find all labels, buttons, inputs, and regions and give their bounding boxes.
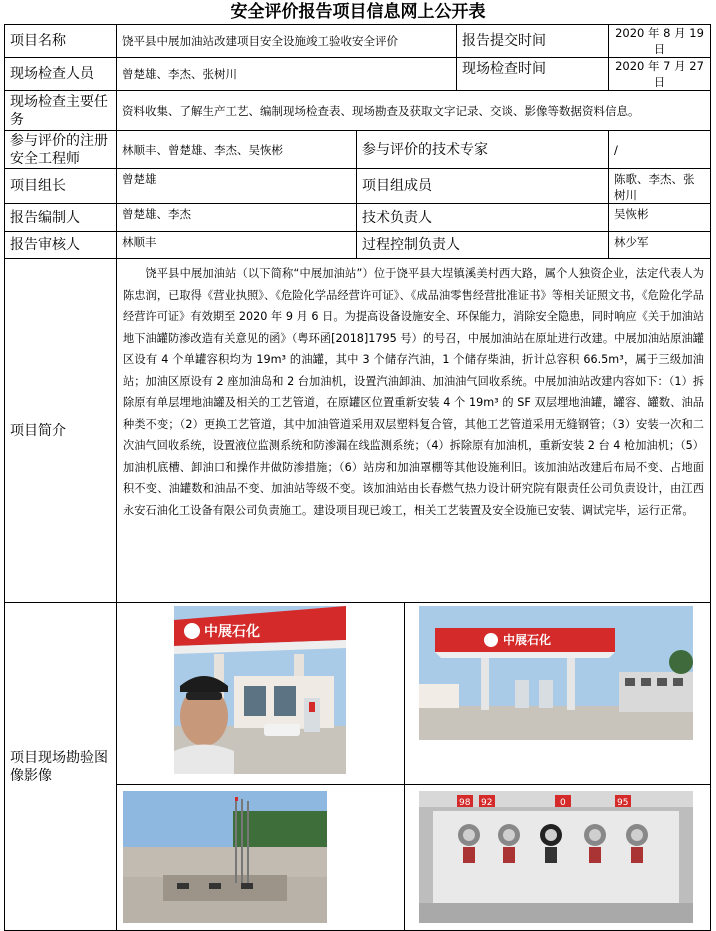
- row-intro: [5, 259, 711, 603]
- row-reviewer: [5, 232, 711, 259]
- reg-engineers-label: 参与评价的注册安全工程师: [5, 131, 117, 169]
- info-table: [4, 24, 711, 931]
- members-value: 陈歌、李杰、张树川: [609, 169, 711, 204]
- pump-label-2: 0: [560, 798, 566, 808]
- inspect-time-label: 现场检查时间: [457, 58, 609, 91]
- pump-label-0: 98: [459, 798, 471, 808]
- photo-grid-vline: [404, 603, 405, 930]
- row-inspectors: [5, 58, 711, 91]
- intro-label: 项目简介: [5, 259, 117, 603]
- row-project-name: [5, 25, 711, 58]
- inspectors-value: 曾楚雄、李杰、张树川: [117, 58, 457, 91]
- row-compiler: [5, 204, 711, 232]
- reviewer-label: 报告审核人: [5, 232, 117, 259]
- canopy-brand-1: 中展石化: [204, 624, 260, 640]
- submit-time-value: 2020 年 8 月 19 日: [609, 25, 711, 58]
- compiler-value: 曾楚雄、李杰: [117, 204, 357, 232]
- canopy-brand-2: 中展石化: [503, 633, 552, 647]
- leader-label: 项目组长: [5, 169, 117, 204]
- intro-cell: [117, 259, 711, 603]
- pump-label-3: 95: [617, 798, 629, 808]
- row-engineers: [5, 131, 711, 169]
- tech-lead-label: 技术负责人: [357, 204, 609, 232]
- tech-experts-value: /: [609, 131, 711, 169]
- inspect-time-value: 2020 年 7 月 27 日: [609, 58, 711, 91]
- tech-experts-label: 参与评价的技术专家: [357, 131, 609, 169]
- photo-station-overview: [419, 606, 693, 740]
- main-tasks-value: 资料收集、了解生产工艺、编制现场检查表、现场勘查及获取文字记录、交谈、影像等数据资料信息。: [117, 91, 711, 131]
- intro-text: 饶平县中展加油站（以下简称“中展加油站”）位于饶平县大埕镇溪美村西大路，属个人独资企业，法定代表人为陈忠润，已取得《营业执照》、《危险化学品经营许可证》、《成品油零售经营批准证书》等相关证照文书，《危险化学品经营许可证》有效期至 2020 年 9 月 6 日。为提高设备设施安全、环保能力，消除安全隐患，同时响应《关于加油站地下油罐防渗改造有关意见的函》（粤环函[2018]1795 号）的号召，中展加油站在原址进行改建。中展加油站原油罐区设有 4 个单罐容积均为 19m³ 的油罐，其中 3 个储存汽油，1 个储存柴油，折计总容积 66.5m³，属于三级加油站；加油区原设有 2 座加油岛和 2 台加油机，设置汽油卸油、加油油气回收系统。中展加油站改建内容如下：（1）拆除原有单层埋地油罐及相关的工艺管道，在原罐区位置重新安装 4 个 19m³ 的 SF 双层埋地油罐，罐容、罐数、油品种类不变；（2）更换工艺管道，其中加油管道采用双层塑料复合管，其他工艺管道采用无缝钢管；（3）安装一次和二次油气回收系统，设置液位监测系统和防渗漏在线监测系统；（4）拆除原有加油机，重新安装 2 台 4 枪加油机；（5）加油机底槽、卸油口和操作井做防渗措施；（6）站房和加油罩棚等其他设施利旧。该加油站改建后布局不变、占地面积不变、油罐数和油品不变、加油站等级不变。该加油站由长春燃气热力设计研究院有限责任公司负责设计，由江西永安石油化工设备有限公司负责施工。建设项目现已竣工，相关工艺装置及安全设施已安装、调试完毕，运行正常。: [123, 267, 704, 517]
- process-ctrl-label: 过程控制负责人: [357, 232, 609, 259]
- tech-lead-value: 吴恢彬: [609, 204, 711, 232]
- pump-label-1: 92: [481, 798, 493, 808]
- photo-tank-area: [123, 791, 327, 923]
- compiler-label: 报告编制人: [5, 204, 117, 232]
- project-name-label: 项目名称: [5, 25, 117, 58]
- photo-station-with-person: [174, 606, 346, 774]
- photos-label: 项目现场勘验图像影像: [5, 603, 117, 931]
- project-name-value: 饶平县中展加油站改建项目安全设施竣工验收安全评价: [117, 25, 457, 58]
- leader-value: 曾楚雄: [117, 169, 357, 204]
- submit-time-label: 报告提交时间: [457, 25, 609, 58]
- reviewer-value: 林顺丰: [117, 232, 357, 259]
- photo-grid-hline: [117, 784, 710, 785]
- row-leader: [5, 169, 711, 204]
- inspectors-label: 现场检查人员: [5, 58, 117, 91]
- reg-engineers-value: 林顺丰、曾楚雄、李杰、吴恢彬: [117, 131, 357, 169]
- photos-cell: [117, 603, 711, 931]
- page-title: 安全评价报告项目信息网上公开表: [230, 2, 486, 22]
- process-ctrl-value: 林少军: [609, 232, 711, 259]
- row-main-tasks: [5, 91, 711, 131]
- row-photos: [5, 603, 711, 931]
- members-label: 项目组成员: [357, 169, 609, 204]
- photo-nozzles: [419, 791, 693, 923]
- main-tasks-label: 现场检查主要任务: [5, 91, 117, 131]
